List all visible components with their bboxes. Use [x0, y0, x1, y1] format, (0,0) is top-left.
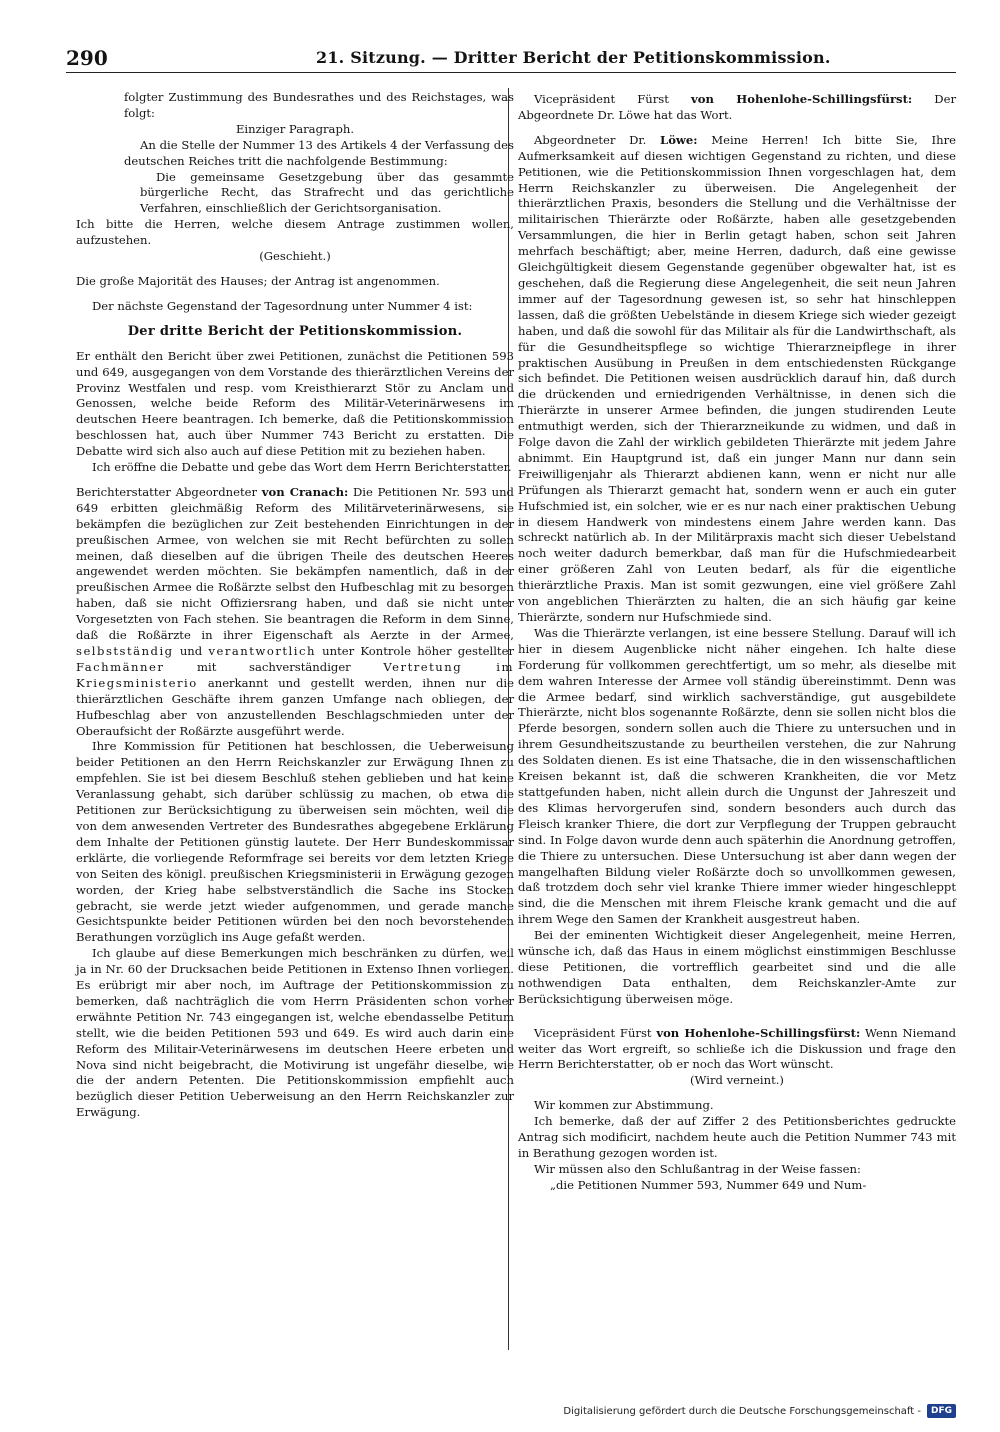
paragraph: Ich glaube auf diese Bemerkungen mich beschränken zu dürfen, weil ja in Nr. 60 der Drucksachen beide Petitionen in Extenso Ihnen vorliegen. Es erübrigt mir aber noch, im Auftrage der Petitionskommission zu bemerken, daß nachträglich die vom Herrn Präsidenten schon vorher erwähnte Petition Nr. 743 eingegangen ist, welche ebendasselbe Petitum stellt, wie die beiden Petitionen 593 und 649. Es wird auch darin eine Reform des Militair-Veterinärwesens im deutschen Heere erbeten und Nova sind nicht beigebracht, die Motivirung ist ungefähr dieselbe, wie die der andern Petenten. Die Petitionskommission empfiehlt auch bezüglich dieser Petition Ueberweisung an den Herrn Reichskanzler zur Erwägung.	[76, 946, 514, 1120]
paragraph	[518, 133, 956, 626]
text-run: anerkannt und gestellt werden, ihnen nur die thierärztlichen Geschäfte ihrem ganzen Umfange nach obliegen, der Hufbeschlag aber von anzustellenden Beschlagschmieden unter der Oberaufsicht der Roßärzte ausgeführt werde.	[76, 675, 514, 738]
paragraph: „die Petitionen Nummer 593, Nummer 649 und Num-	[550, 1177, 867, 1192]
speaker-name: von Hohenlohe-Schillingsfürst:	[690, 92, 913, 106]
text-run: Der Abgeordnete Dr. Löwe hat das Wort.	[518, 92, 956, 122]
text-run: Meine Herren! Ich bitte Sie, Ihre Aufmerksamkeit auf diesen wichtigen Gegenstand zu richten, und diese Petitionen, wie die Petitionskommission Ihnen vorgeschlagen hat, dem Herrn Reichskanzler zu überweisen. Die Angelegenheit der thierärztlichen Praxis, besonders die Stellung und die Verhältnisse der militairischen Thierärzte oder Roßärzte, haben alle gesetzgebenden Versammlungen, die hier in Berlin getagt haben, schon seit Jahren mehrfach beschäftigt; aber, meine Herren, dadurch, daß eine gewisse Gleichgültigkeit diesem Gegenstande gegenüber obgewalter hat, ist es geschehen, daß die Regierung diese Angelegenheit, die seit neun Jahren immer auf der Tagesordnung gewesen ist, so sehr hat hinschleppen lassen, daß die größten Uebelstände in diesem Kriege sich wieder gezeigt haben, und daß die sowohl für das Militair als für die Landwirthschaft, als für die Gesundheitspflege so wichtige Thierarzneipflege in ihrer praktischen Ausübung in Preußen in dem entschiedensten Rückgange sich befindet. Die Petitionen weisen ausdrücklich darauf hin, daß durch die drückenden und erniedrigenden Verhältnisse, in denen sich die Thierärzte in unserer Armee befinden, die jungen studirenden Leute entmuthigt werden, sich der Thierarzneikunde zu widmen, und daß in Folge davon die Zahl der wirklich gebildeten Thierärzte mit jedem Jahre abnimmt. Ein Hauptgrund ist, daß ein junger Mann nur dann sein Freiwilligenjahr als Thierarzt abdienen kann, wenn er nicht nur alle Prüfungen als Thierarzt gemacht hat, sondern wenn er auch ein guter Hufschmied ist, ein solcher, wie er es nur nach einer praktischen Uebung in diesem Handwerk von mindestens einem Jahre werden kann. Das schreckt natürlich ab. In der Militärpraxis macht sich dieser Uebelstand noch weiter dadurch bemerkbar, daß man für die Hufschmiedearbeit einer größeren Zahl von Leuten bedarf, als für die eigentliche thierärztliche Praxis. Man ist somit gezwungen, eine viel größere Zahl von angeblichen Thierärzten zu halten, die an sich häufig gar keine Thierärzte, sondern nur Hufschmiede sind.	[518, 132, 957, 624]
page-header	[66, 46, 956, 73]
paragraph: Ich bemerke, daß der auf Ziffer 2 des Petitionsberichtes gedruckte Antrag sich modificirt, nachdem heute auch die Petition Nummer 743 mit in Berathung gezogen worden ist.	[518, 1114, 956, 1160]
text-run: Die Petitionen Nr. 593 und 649 erbitten gleichmäßig Reform des Militärveterinärwesens, sie bekämpfen die bezüglichen zur Zeit bestehenden Einrichtungen in der preußischen Armee, von welchen sie mit Recht befürchten zu sollen meinen, daß dieselben auf die übrigen Theile des deutschen Heeres angewendet werden möchten. Sie bekämpfen namentlich, daß in der preußischen Armee die Roßärzte selbst den Hufbeschlag mit zu besorgen haben, daß sie nicht Offiziersrang haben, und daß sie nicht unter Vorgesetzten von Fach stehen. Sie beantragen die Reform in dem Sinne, daß die Roßärzte in ihrer Eigenschaft als Aerzte in der Armee,	[76, 484, 514, 643]
paragraph: Er enthält den Bericht über zwei Petitionen, zunächst die Petitionen 593 und 649, ausgegangen von dem Vorstande des thierärztlichen Vereins der Provinz Westfalen und resp. vom Kreisthierarzt Stör zu Anclam und Genossen, welche beide Reform des Militär-Veterinärwesens im deutschen Heere beantragen. Ich bemerke, daß die Petitionskommission beschlossen hat, auch über Nummer 743 Bericht zu erstatten. Die Debatte wird sich also auch auf diese Petition mit zu beziehen haben.	[76, 348, 514, 459]
stage-direction: (Wird verneint.)	[690, 1073, 784, 1088]
speaker-role: Vicepräsident Fürst	[534, 1025, 657, 1040]
paragraph: Was die Thierärzte verlangen, ist eine bessere Stellung. Darauf will ich hier in diesem Augenblicke nicht näher eingehen. Ich halte diese Forderung für vollkommen gerechtfertigt, um so mehr, als dieselbe mit dem wahren Interesse der Armee voll ständig übereinstimmt. Denn was die Armee bedarf, sind wirklich sachverständige, gut ausgebildete Thierärzte, nicht blos sogenannte Roßärzte, denn sie sollen nicht blos die Pferde besorgen, sondern sollen auch die Thiere zu untersuchen und in ihrem Gesundheitszustande zu beurtheilen verstehen, die zur Nahrung des Soldaten dienen. Es ist eine Thatsache, die in den wissenschaftlichen Kreisen bekannt ist, daß die schweren Krankheiten, die vor Metz stattgefunden haben, nicht allein durch die Ungunst der Jahreszeit und des Klimas hervorgerufen sind, sondern besonders auch durch das Fleisch kranker Thiere, die dort zur Verpflegung der Truppen gebraucht sind. In Folge davon wurde denn auch späterhin die Anordnung getroffen, die Thiere zu untersuchen. Diese Untersuchung ist aber dann wegen der mangelhaften Bildung vieler Roßärzte doch so unvollkommen gewesen, daß trotzdem doch sehr viel kranke Thiere immer wieder hingeschleppt sind, die die Menschen mit ihrem Fleische krank gemacht und die auf ihrem Wege den Samen der Krankheit ausgestreut haben.	[518, 625, 956, 927]
paragraph: Die gemeinsame Gesetzgebung über das gesammte bürgerliche Recht, das Strafrecht und das gerichtliche Verfahren, einschließlich der Gerichtsorganisation.	[140, 169, 514, 216]
speaker-name: von Cranach:	[261, 484, 349, 499]
paragraph	[518, 1026, 956, 1074]
paragraph: Wir müssen also den Schlußantrag in der Weise fassen:	[534, 1161, 861, 1176]
emphasis: Vertretung im Kriegsministerio	[76, 659, 514, 690]
paragraph: Der nächste Gegenstand der Tagesordnung unter Nummer 4 ist:	[92, 298, 473, 313]
speaker-role: Vicepräsident Fürst	[534, 92, 691, 106]
text-run: Wenn Niemand weiter das Wort ergreift, so schließe ich die Diskussion und frage den Herrn Berichterstatter, ob er noch das Wort wünscht.	[518, 1025, 956, 1072]
speaker-name: Löwe:	[660, 132, 698, 147]
paragraph: folgter Zustimmung des Bundesrathes und des Reichstages, was folgt:	[124, 90, 514, 120]
speaker-name: von Hohenlohe-Schillingsfürst:	[656, 1025, 861, 1040]
stage-direction: (Geschieht.)	[259, 249, 331, 264]
speaker-role: Berichterstatter Abgeordneter	[76, 484, 262, 499]
paragraph: Wir kommen zur Abstimmung.	[534, 1098, 714, 1113]
paragraph: Ich eröffne die Debatte und gebe das Wort dem Herrn Berichterstatter.	[92, 460, 512, 475]
right-column	[518, 92, 956, 1194]
emphasis: Fachmänner	[76, 659, 165, 674]
dfg-logo-icon: DFG	[927, 1404, 956, 1418]
text-run: unter Kontrole höher gestellter	[315, 644, 514, 658]
paragraph	[76, 485, 514, 740]
section-title: Der dritte Bericht der Petitionskommission.	[127, 323, 463, 339]
page-number: 290	[66, 46, 108, 70]
paragraph	[518, 92, 956, 124]
paragraph: Bei der eminenten Wichtigkeit dieser Angelegenheit, meine Herren, wünsche ich, daß das Haus in einem möglichst einstimmigen Beschlusse diese Petitionen, die vortrefflich gearbeitet sind und die alle nothwendigen Data enthalten, dem Reichskanzler-Amte zur Berücksichtigung überweisen möge.	[518, 928, 956, 1006]
paragraph-heading: Einziger Paragraph.	[235, 121, 355, 136]
speaker-role: Abgeordneter Dr.	[534, 132, 661, 147]
left-column	[76, 90, 514, 1121]
paragraph: Ich bitte die Herren, welche diesem Antrage zustimmen wollen, aufzustehen.	[76, 217, 514, 248]
paragraph: Die große Majorität des Hauses; der Antrag ist angenommen.	[76, 273, 440, 288]
paragraph: Ihre Kommission für Petitionen hat beschlossen, die Ueberweisung beider Petitionen an den Herrn Reichskanzler zur Erwägung Ihnen zu empfehlen. Sie ist bei diesem Beschluß stehen geblieben und hat keine Veranlassung gehabt, sich darüber schlüssig zu machen, ob etwa die Petitionen zur Berücksichtigung zu überweisen sein möchten, weil die von dem anwesenden Vertreter des Bundesrathes abgegebene Erklärung dem Inhalte der Petitionen günstig lautete. Der Herr Bundeskommissar erklärte, die vorliegende Reformfrage sei bereits vor dem letzten Kriege von Seiten des königl. preußischen Kriegsministerii in Erwägung gezogen worden, der Krieg habe selbstverständlich die Sache ins Stocken gebracht, sie werde jetzt wieder aufgenommen, und gerade manche Gesichtspunkte beider Petitionen würden bei den noch bevorstehenden Berathungen vorzüglich ins Auge gefaßt werden.	[76, 739, 514, 945]
emphasis: selbstständig	[76, 644, 174, 658]
footer-credit	[563, 1404, 956, 1418]
emphasis: verantwortlich	[208, 644, 316, 658]
running-head: 21. Sitzung. — Dritter Bericht der Petitionskommission.	[316, 48, 831, 67]
text-run: und	[173, 644, 209, 658]
footer-credit-text: Digitalisierung gefördert durch die Deutsche Forschungsgemeinschaft -	[563, 1405, 921, 1417]
text-run: mit sachverständiger	[164, 659, 384, 674]
paragraph: An die Stelle der Nummer 13 des Artikels 4 der Verfassung des deutschen Reiches tritt die nachfolgende Bestimmung:	[124, 137, 514, 168]
